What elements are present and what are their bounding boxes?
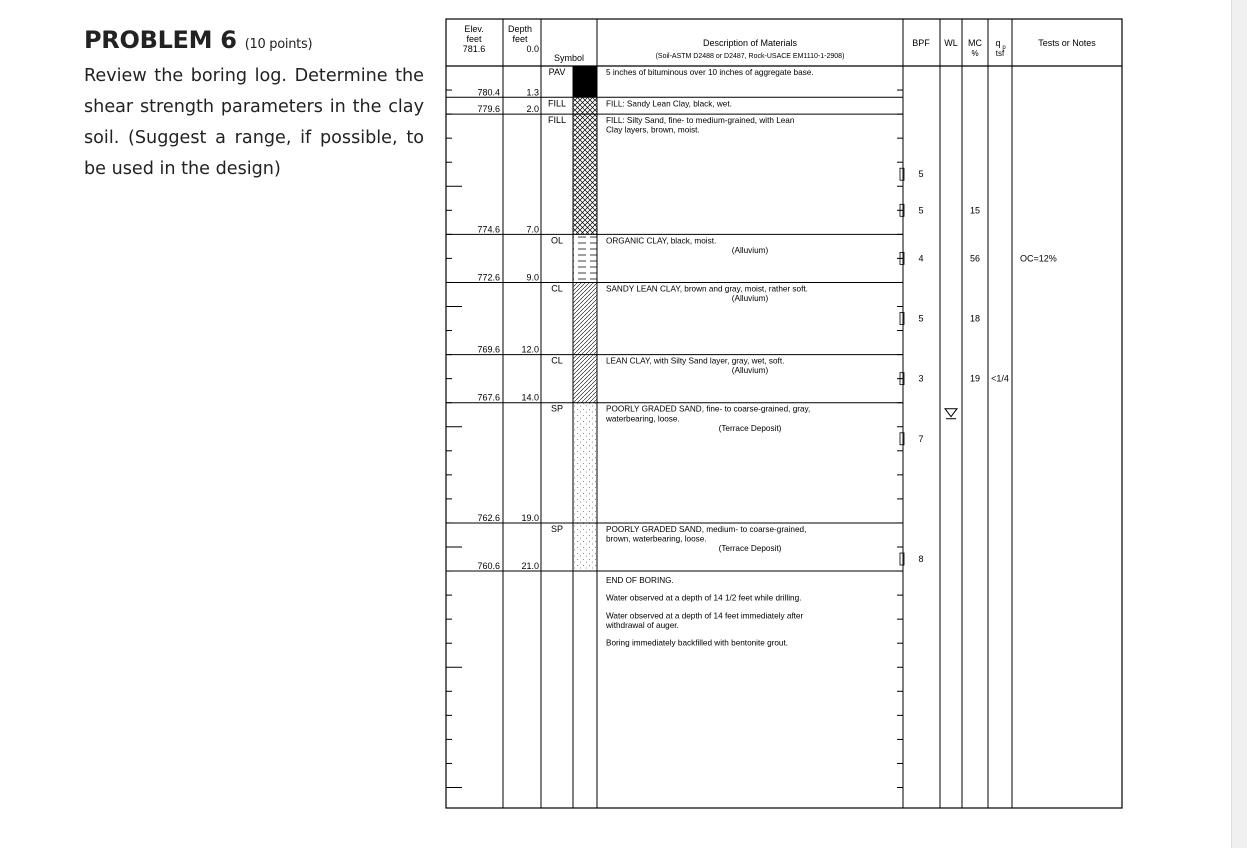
symbol-fill-hatch — [573, 97, 597, 234]
sample-moisture-content: 18 — [969, 313, 981, 324]
end-of-boring-note: withdrawal of auger. — [606, 620, 679, 630]
problem-points: (10 points) — [244, 37, 313, 52]
layer-depth: 1.3 — [526, 87, 539, 98]
layer-depth: 14.0 — [521, 392, 539, 403]
layer-symbol: SP — [550, 403, 564, 414]
sample-bpf: 7 — [918, 433, 924, 444]
layer-description: POORLY GRADED SAND, medium- to coarse-grained, — [606, 524, 807, 534]
boring-log-text — [463, 24, 1097, 647]
layer-depth: 2.0 — [526, 104, 539, 115]
symbol-sand-dots — [573, 403, 597, 571]
end-of-boring-note: Boring immediately backfilled with bentonite grout. — [606, 638, 789, 648]
layer-description: LEAN CLAY, with Silty Sand layer, gray, wet, soft. — [606, 356, 785, 366]
layer-description: 5 inches of bituminous over 10 inches of aggregate base. — [606, 68, 814, 77]
layer-description: Clay layers, brown, moist. — [606, 125, 700, 135]
sample-penetrometer: <1/4 — [991, 373, 1009, 384]
layer-description: (Alluvium) — [731, 366, 769, 376]
layer-elevation: 774.6 — [477, 224, 500, 235]
layer-elevation: 769.6 — [477, 344, 500, 355]
header-tests-notes: Tests or Notes — [1038, 38, 1096, 48]
header-elev-value: 781.6 — [462, 44, 486, 54]
sample-bpf: 8 — [918, 554, 924, 565]
header-description: Description of Materials — [702, 38, 798, 48]
layer-depth: 9.0 — [526, 272, 539, 283]
layer-description: (Terrace Deposit) — [718, 423, 782, 433]
layer-elevation: 767.6 — [477, 392, 500, 403]
layer-symbol: CL — [551, 283, 563, 294]
header-mc: MC — [968, 38, 982, 48]
layer-elevation: 780.4 — [477, 87, 500, 98]
layer-description: POORLY GRADED SAND, fine- to coarse-grained, gray, — [606, 404, 811, 414]
header-elev: Elev. — [464, 24, 484, 34]
layer-description: (Terrace Deposit) — [718, 544, 782, 554]
symbol-lean-clay-hatch — [573, 282, 597, 402]
header-symbol: Symbol — [553, 53, 585, 63]
layer-depth: 21.0 — [521, 561, 539, 572]
water-level-icon — [945, 409, 957, 417]
header-description-standard: (Soil-ASTM D2488 or D2487, Rock-USACE EM1110-1-2908) — [655, 53, 845, 60]
header-elev-unit: feet — [466, 34, 482, 44]
layer-depth: 12.0 — [521, 344, 539, 355]
sample-moisture-content: 56 — [969, 253, 981, 264]
header-qp-subscript: p — [1002, 45, 1006, 51]
layer-elevation: 772.6 — [477, 272, 500, 283]
layer-symbol: CL — [551, 355, 563, 366]
header-qp: q — [995, 38, 1001, 48]
end-of-boring-note: END OF BORING. — [606, 576, 674, 586]
layer-elevation: 762.6 — [477, 512, 500, 523]
layer-description: waterbearing, loose. — [606, 414, 680, 424]
header-depth: Depth — [507, 24, 533, 34]
end-of-boring-note: Water observed at a depth of 14 1/2 feet while drilling. — [606, 593, 802, 603]
sample-bpf: 5 — [918, 169, 924, 180]
layer-depth: 7.0 — [526, 224, 539, 235]
end-of-boring-note: Water observed at a depth of 14 feet immediately after — [606, 611, 804, 621]
layer-symbol: OL — [550, 235, 564, 246]
header-wl: WL — [944, 38, 958, 48]
sample-bpf: 3 — [918, 373, 924, 384]
symbol-organic-clay-hatch — [573, 234, 597, 282]
layer-symbol: FILL — [547, 98, 567, 109]
problem-title: PROBLEM 6 — [84, 26, 237, 54]
layer-description: SANDY LEAN CLAY, brown and gray, moist, rather soft. — [606, 284, 808, 294]
sample-bpf: 5 — [918, 205, 924, 216]
layer-elevation: 779.6 — [477, 104, 500, 115]
sample-moisture-content: 19 — [969, 373, 981, 384]
layer-symbol: PAV — [548, 67, 566, 77]
sample-moisture-content: 15 — [969, 205, 981, 216]
sample-note: OC=12% — [1020, 253, 1057, 264]
sample-bpf: 4 — [918, 253, 924, 264]
problem-text: Review the boring log. Determine the shear strength parameters in the clay soil. (Suggest a range, if possible, to be used in the design) — [84, 66, 424, 179]
header-depth-value: 0.0 — [526, 44, 539, 54]
layer-symbol: SP — [550, 523, 564, 534]
vertical-scrollbar[interactable] — [1231, 0, 1247, 848]
symbol-pavement-fill — [573, 66, 597, 97]
sample-bpf: 5 — [918, 313, 924, 324]
layer-symbol: FILL — [547, 115, 567, 126]
layer-description: brown, waterbearing, loose. — [606, 534, 707, 544]
layer-description: ORGANIC CLAY, black, moist. — [606, 236, 717, 246]
layer-depth: 19.0 — [521, 512, 539, 523]
layer-description: (Alluvium) — [731, 294, 769, 304]
layer-description: FILL: Silty Sand, fine- to medium-grained, with Lean — [606, 116, 795, 126]
layer-description: (Alluvium) — [731, 245, 769, 255]
header-bpf: BPF — [912, 38, 930, 48]
header-mc-unit: % — [971, 49, 979, 58]
header-depth-unit: feet — [512, 34, 528, 44]
header-qp-unit: tsf — [995, 49, 1005, 58]
layer-elevation: 760.6 — [477, 561, 500, 572]
layer-description: FILL: Sandy Lean Clay, black, wet. — [606, 99, 732, 109]
